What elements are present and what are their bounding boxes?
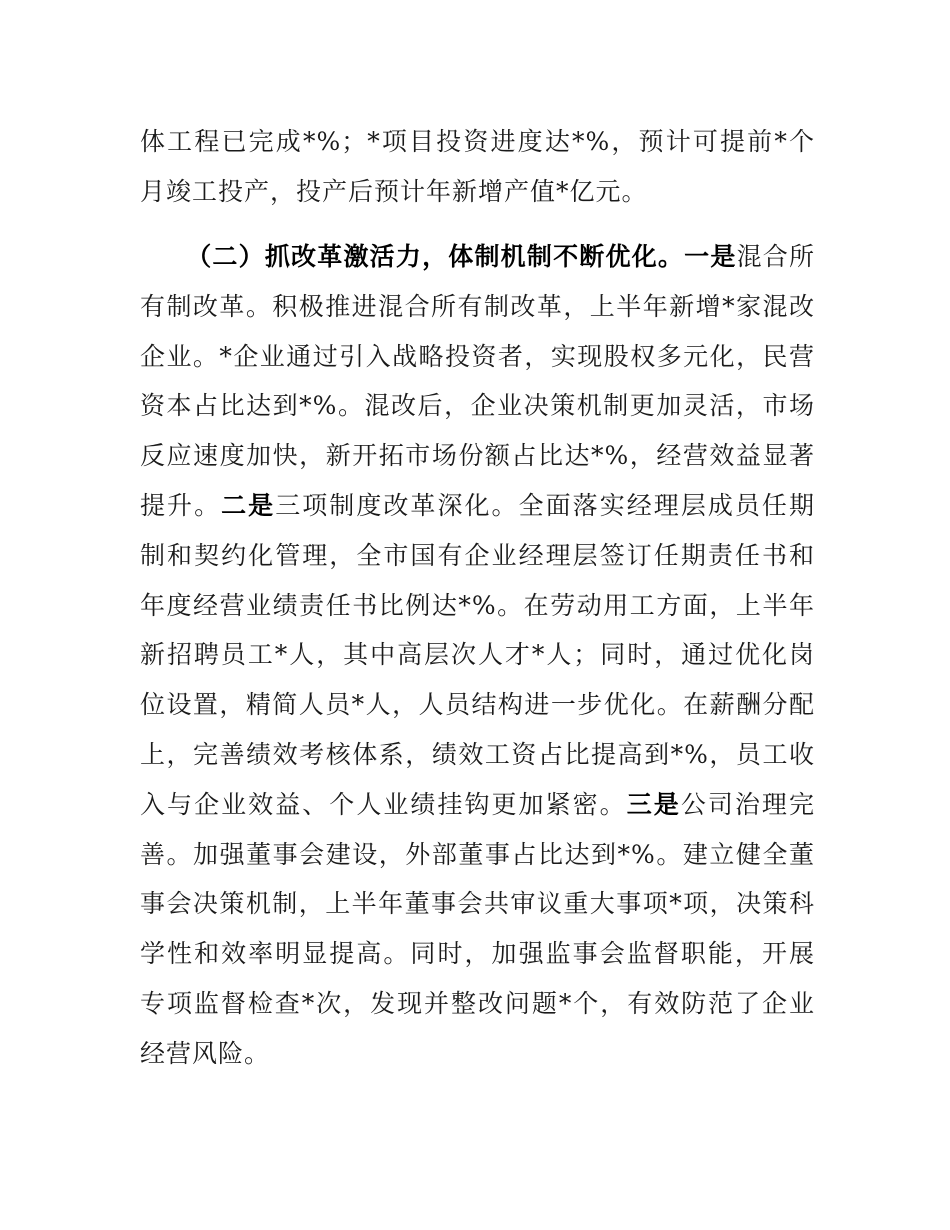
item-2-text: 三项制度改革深化。全面落实经理层成员任期制和契约化管理，全市国有企业经理层签订任期责任书和年度经营业绩责任书比例达*%。在劳动用工方面，上半年新招聘员工*人，其中高层次人才*人；同时，通过优化岗位设置，精简人员*人，人员结构进一步优化。在薪酬分配上，完善绩效考核体系，绩效工资占比提高到*%，员工收入与企业效益、个人业绩挂钩更加紧密。	[140, 490, 815, 819]
item-3-text: 公司治理完善。加强董事会建设，外部董事占比达到*%。建立健全董事会决策机制，上半年董事会共审议重大事项*项，决策科学性和效率明显提高。同时，加强监事会监督职能，开展专项监督检查*次，发现并整改问题*个，有效防范了企业经营风险。	[140, 789, 815, 1068]
item-3-label: 三是	[626, 789, 681, 819]
paragraph-1	[140, 117, 815, 217]
section-heading: （二）抓改革激活力，体制机制不断优化。	[186, 242, 685, 271]
item-1-text: 混合所有制改革。积极推进混合所有制改革，上半年新增*家混改企业。*企业通过引入战略投资者，实现股权多元化，民营资本占比达到*%。混改后，企业决策机制更加灵活，市场反应速度加快，新开拓市场份额占比达*%，经营效益显著提升。	[140, 242, 815, 520]
paragraph-2	[140, 232, 815, 1079]
item-2-label: 二是	[221, 490, 276, 520]
item-1-label: 一是	[684, 242, 737, 271]
paragraph-1-text: 体工程已完成*%；*项目投资进度达*%，预计可提前*个月竣工投产，投产后预计年新增产值*亿元。	[140, 127, 815, 206]
